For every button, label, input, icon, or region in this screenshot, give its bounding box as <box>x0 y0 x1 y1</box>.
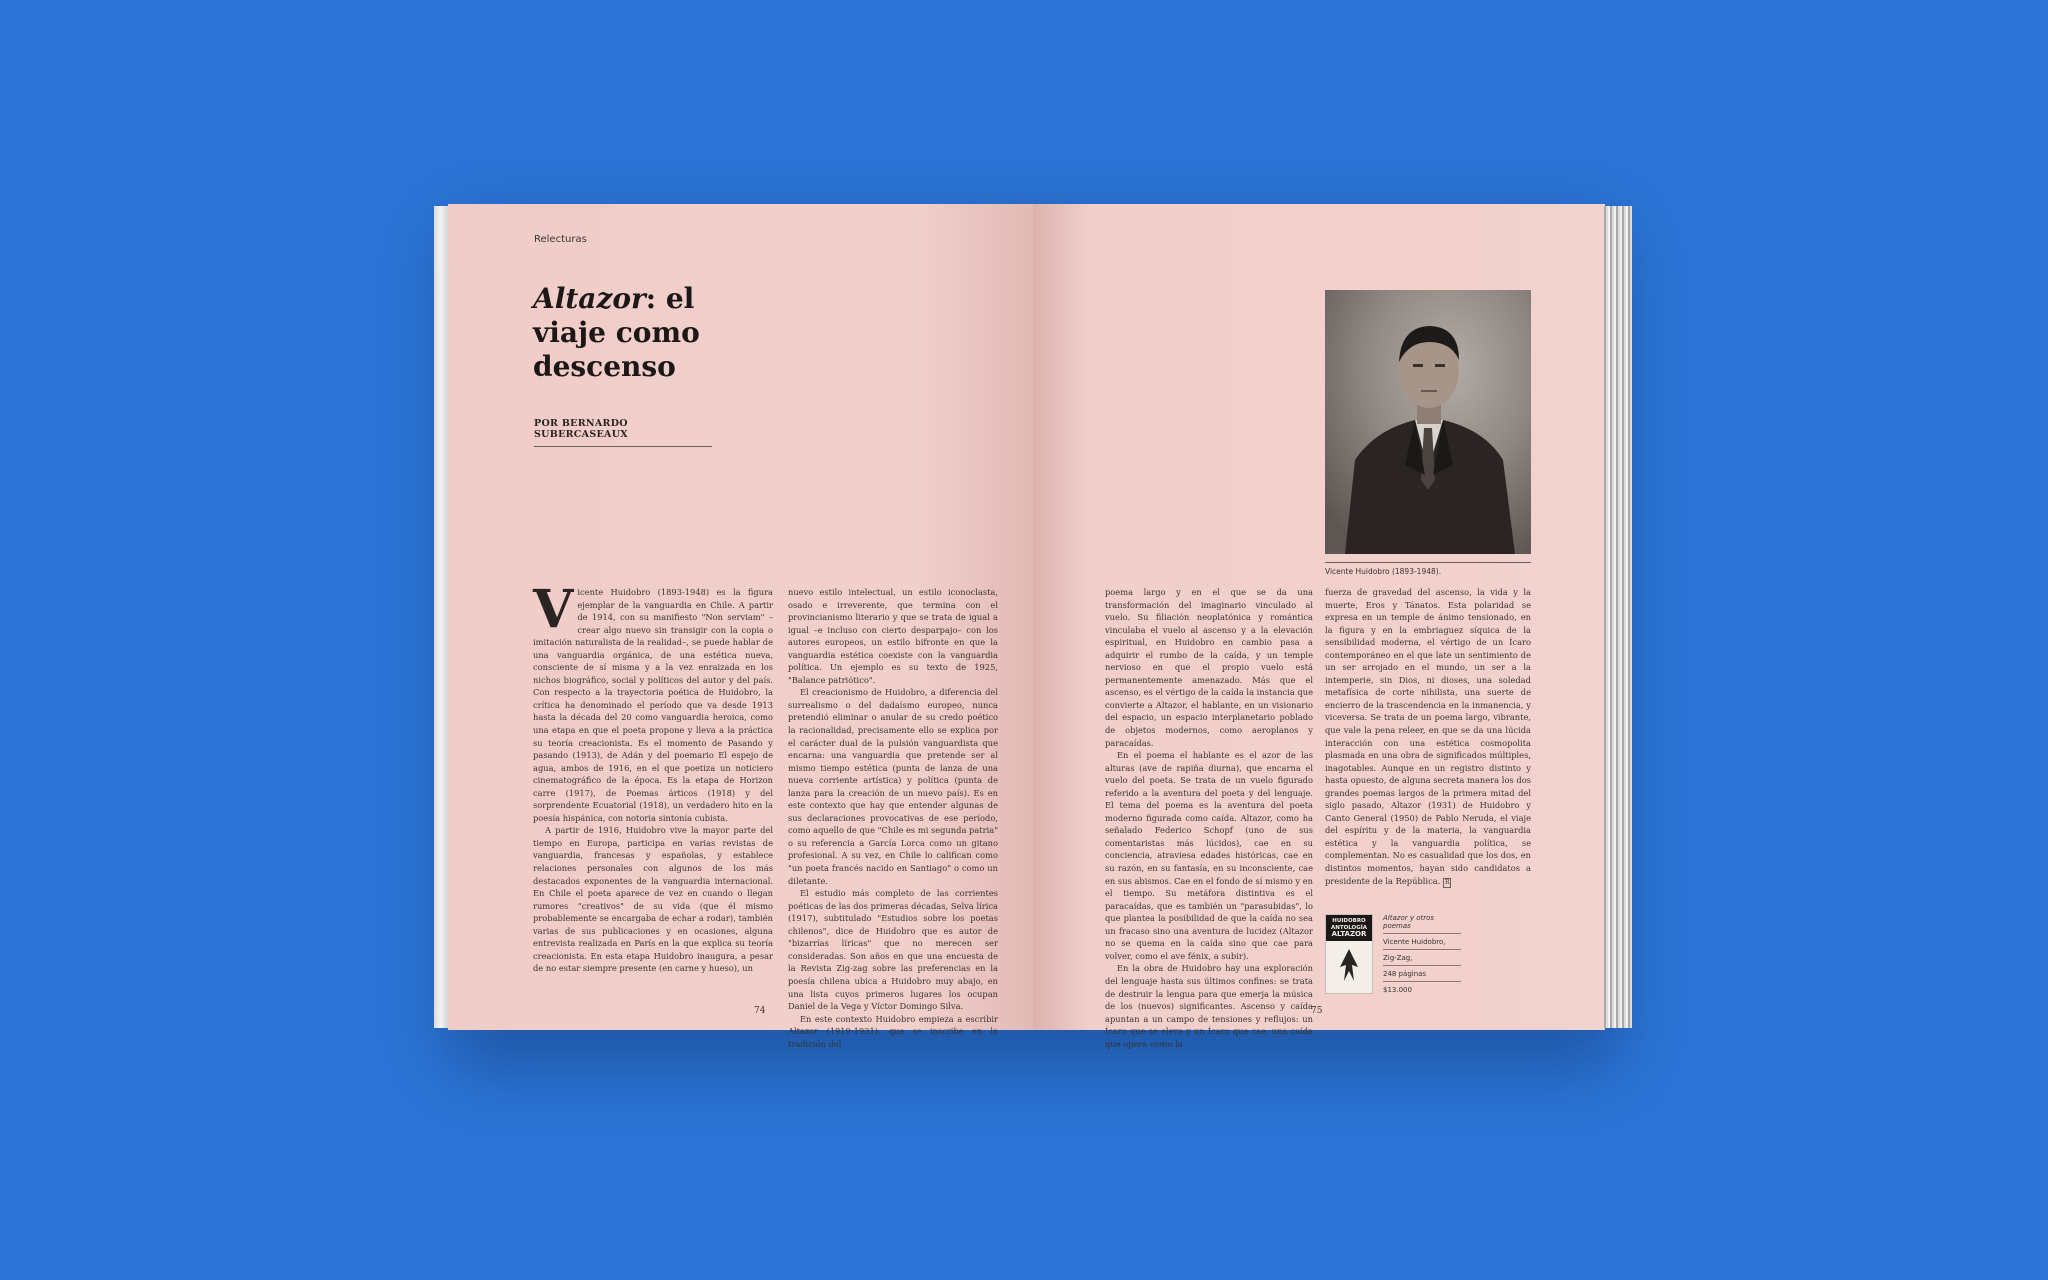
paragraph: Vicente Huidobro (1893-1948) es la figura ejemplar de la vanguardia en Chile. A partir de 1914, con su manifiesto "Non serviam" –crear algo nuevo sin transigir con la copia o imitación naturalista de la realidad–, se puede hablar de una vanguardia orgánica, de una estética nueva, consciente de sí misma y a la vez enraizada en los nichos biográfico, social y políticos del autor y del país. Con respecto a la trayectoria poética de Huidobro, la crítica ha denominado el período que va desde 1913 hasta la década del 20 como vanguardia heroica, como una etapa en que el poeta propone y lleva a la práctica su teoría creacionista. Es el momento de Pasando y pasando (1913), de Adán y del poemario El espejo de agua, ambos de 1916, en el que poetiza un noticiero cinematográfico de la época. Es la etapa de Horizon carre (1917), de Poemas árticos (1918) y del sorprendente Ecuatorial (1918), un verdadero hito en la poesía hispánica, con notoria sintonía cubista. <box>533 579 773 823</box>
paragraph: El estudio más completo de las corrientes poéticas de las dos primeras décadas, Selva lírica (1917), subtitulado "Estudios sobre los poetas chilenos", dice de Huidobro que es autor de "bizarrías líricas" que no merecen ser consideradas. Son años en que una encuesta de la Revista Zig-zag sobre las preferencias en la poesía chilena ubica a Huidobro muy abajo, en una lista cuyos primeros lugares los ocupan Daniel de la Vega y Víctor Domingo Silva. <box>788 888 998 1012</box>
paragraph: fuerza de gravedad del ascenso, la vida y la muerte, Eros y Tánatos. Esta polaridad se expresa en un temple de ánimo tensionado, en la figura y en la embriaguez síquica de la sensibilidad moderna, el vértigo de un Ícaro contemporáneo en el que late un sentimiento de un ser arrojado en el mundo, un ser a la intemperie, sin Dios, ni dioses, una soledad metafísica de corte nihilista, una suerte de encierro de la trascendencia en la inmanencia, y viceversa. Se trata de un poema largo, vibrante, que vale la pena releer, en que se da una lúcida interacción con una estética cosmopolita plasmada en una obra de significados múltiples, inagotables. Aunque en un registro distinto y hasta opuesto, de alguna secreta manera los dos grandes poemas largos de la primera mitad del siglo pasado, Altazor (1931) de Huidobro y Canto General (1950) de Pablo Neruda, el viaje del espíritu y de la materia, la vanguardia estética y la vanguardia política, se complementan. No es casualidad que los dos, en distintos momentos, hayan sido candidatos a presidente de la República. R <box>1325 587 1531 886</box>
book-cover-thumbnail <box>1325 914 1373 994</box>
byline: POR BERNARDO SUBERCASEAUX <box>534 418 712 447</box>
section-label: Relecturas <box>534 234 587 245</box>
book-info <box>1383 912 1461 999</box>
end-of-article-mark: R <box>1444 878 1450 886</box>
title-rest: : el viaje como descenso <box>533 282 700 383</box>
author-portrait-photo <box>1325 290 1531 554</box>
photo-caption: Vicente Huidobro (1893-1948). <box>1325 562 1531 576</box>
paragraph: nuevo estilo intelectual, un estilo iconoclasta, osado e irreverente, que termina con el provincianismo literario y que se trata de igual a igual –e incluso con cierto desparpajo– con los autores europeos, un estilo bifronte en que la vanguardia estética coexiste con la vanguardia política. Un ejemplo es su texto de 1925, "Balance patriótico". <box>788 587 998 685</box>
book-pages: 248 páginas <box>1383 968 1461 982</box>
page-number-right: 75 <box>1311 1006 1323 1016</box>
right-page-edges <box>1604 206 1632 1028</box>
page-number-left: 74 <box>754 1006 766 1016</box>
paragraph: A partir de 1916, Huidobro vive la mayor parte del tiempo en Europa, participa en varias revistas de vanguardia, francesas y españolas, y establece relaciones personales con algunos de los más destacados exponentes de la vanguardia internacional. En Chile el poeta aparece de vez en cuando o llegan rumores "creativos" de su vida (que él mismo probablemente se encargaba de echar a rodar), también varias de sus publicaciones y en ocasiones, alguna entrevista realizada en París en la que explica su teoría creacionista. En esta etapa Huidobro inaugura, a pesar de no estar siempre presente (en carne y hueso), un <box>533 825 773 974</box>
left-column-1 <box>533 579 773 975</box>
paragraph: En este contexto Huidobro empieza a escribir Altazor (1919-1931), que se inscribe en la tradición del <box>788 1013 998 1049</box>
portrait-illustration <box>1325 290 1531 554</box>
book-author: Vicente Huidobro, <box>1383 936 1461 950</box>
book-cover-title-block: HUIDOBRO ANTOLOGÍA ALTAZOR <box>1326 915 1372 941</box>
drop-cap: V <box>533 579 574 640</box>
paragraph: poema largo y en el que se da una transformación del imaginario vinculado al vuelo. Su filiación neoplatónica y romántica vinculaba el vuelo al ascenso y a la elevación espiritual, en Huidobro en cambio pasa a adquirir el rumbo de la caída, y un temple nervioso en que el propio vuelo está permanentemente amenazado. Más que el ascenso, es el vértigo de la caída la instancia que convierte a Altazor, el hablante, en un visionario del espacio, un espacio interplanetario poblado de objetos modernos, como aeroplanos y paracaídas. <box>1105 587 1313 748</box>
right-page <box>1033 204 1605 1049</box>
right-column-1 <box>1105 586 1313 1050</box>
title-italic: Altazor <box>533 282 646 315</box>
book-title: Altazor y otros poemas <box>1383 912 1461 934</box>
right-column-2 <box>1325 586 1531 888</box>
book-price: $13.000 <box>1383 986 1412 994</box>
paragraph: El creacionismo de Huidobro, a diferencia del surrealismo o del dadaísmo europeo, nunca pretendió eliminar o anular de su credo poético la racionalidad, precisamente ello se explica por el carácter dual de la pulsión vanguardista que encarna: una vanguardia que pretende ser al mismo tiempo estética (punta de lanza de una nueva corriente artística) y política (punta de lanza para la creación de un nuevo país). Es en este contexto que hay que entender algunas de sus declaraciones provocativas de ese período, como aquello de que "Chile es mi segunda patria" o su referencia a García Lorca como un gitano profesional. A su vez, en Chile lo califican como "un poeta francés nacido en Santiago" o como un diletante. <box>788 687 999 886</box>
book-publisher: Zig-Zag, <box>1383 952 1461 966</box>
paragraph: En la obra de Huidobro hay una exploración del lenguaje hasta sus últimos confines: se trata de destruir la lengua para que emerja la música de los (nuevos) significantes. Ascenso y caída apuntan a un campo de tensiones y reflujos: un Ícaro que se eleva y un Ícaro que cae, una caída que opera como la <box>1105 963 1313 1049</box>
left-column-2 <box>788 586 998 1050</box>
open-magazine <box>436 204 1630 1049</box>
left-page <box>448 204 1033 1049</box>
paragraph: En el poema el hablante es el azor de las alturas (ave de rapiña diurna), que encarna el vuelo del poeta. Se trata de un vuelo figurado referido a la aventura del poeta y del lenguaje. El tema del poema es la aventura del poeta moderno figurada como caída. Altazor, como ha señalado Federico Schopf (uno de sus comentaristas más lúcidos), cae en su conciencia, atraviesa edades históricas, cae en su razón, en su fantasía, en su inconsciente, cae en sus abismos. Cae en el fondo de sí mismo y en el tiempo. Su metáfora distintiva es el paracaídas, que es también un "parasubidas", lo que plantea la posibilidad de que la caída no sea un fracaso sino una aventura de lucidez (Altazor no se quema en la caída sino que cae para volver, como el ave fénix, a subir). <box>1105 750 1313 961</box>
article-title <box>533 282 773 384</box>
book-cover-figure <box>1326 941 1372 987</box>
